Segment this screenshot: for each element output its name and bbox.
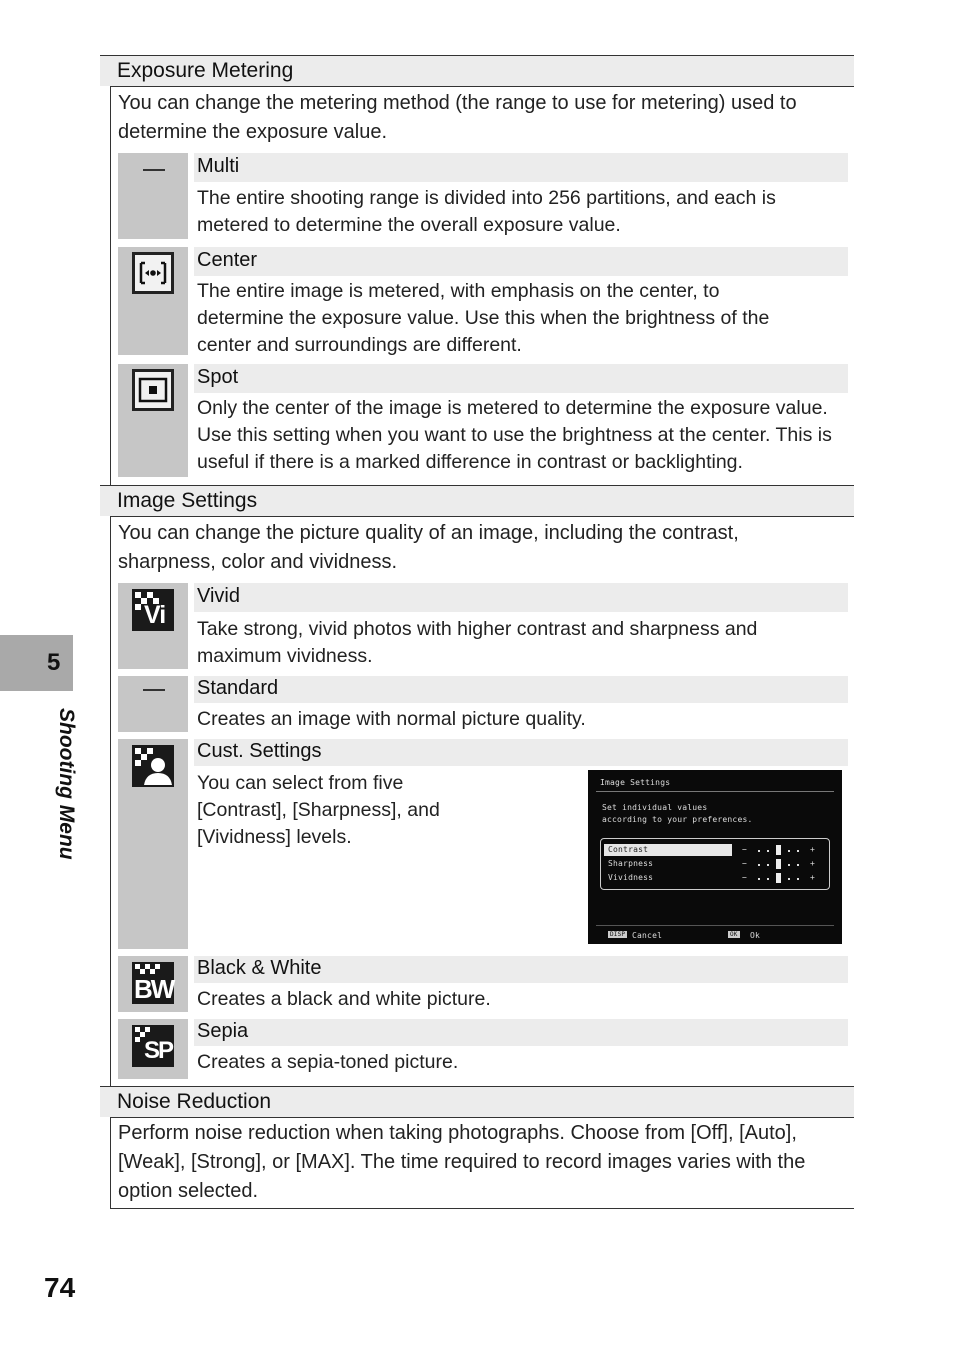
section-title: Noise Reduction xyxy=(117,1090,272,1113)
section-intro: Perform noise reduction when taking photographs. Choose from [Off], [Auto], [Weak], [Strong], or [MAX]. The time required to record images varies with the option selected. xyxy=(118,1122,806,1202)
option-icon-cell xyxy=(118,676,188,732)
vivid-icon xyxy=(132,589,174,631)
section-body xyxy=(110,516,854,1087)
option-title: Black & White xyxy=(197,957,322,979)
option-center xyxy=(118,247,848,355)
option-title-bar xyxy=(194,583,848,612)
camera-cancel-key: DISP xyxy=(610,931,626,938)
option-icon-cell xyxy=(118,583,188,669)
noise-reduction-section xyxy=(100,1086,854,1208)
option-vivid xyxy=(118,583,848,669)
option-title: Sepia xyxy=(197,1020,249,1042)
option-sepia xyxy=(118,1019,848,1079)
option-description: Creates a black and white picture. xyxy=(197,988,491,1010)
black-white-icon-label: BW xyxy=(134,974,174,1004)
camera-row-sharpness: Sharpness xyxy=(608,859,654,868)
option-title-bar xyxy=(194,364,848,393)
camera-slider-contrast: − + xyxy=(742,845,816,854)
section-title: Exposure Metering xyxy=(117,59,294,82)
sepia-icon xyxy=(132,1025,174,1067)
camera-ok-label: Ok xyxy=(750,931,761,940)
option-title: Center xyxy=(197,249,258,271)
section-body xyxy=(110,1117,854,1209)
camera-ok-key: OK xyxy=(730,931,738,938)
section-title: Image Settings xyxy=(117,489,258,512)
option-description: Creates an image with normal picture quality. xyxy=(197,708,586,730)
chapter-number: 5 xyxy=(47,649,61,676)
option-multi xyxy=(118,153,848,239)
option-title-bar xyxy=(194,1019,848,1046)
option-title: Standard xyxy=(197,677,279,699)
dash-icon xyxy=(143,169,165,171)
sepia-icon-label: SP xyxy=(144,1037,173,1064)
option-icon-cell xyxy=(118,153,188,239)
option-description: The entire image is metered, with emphasis on the center, to determine the exposure value. Use this when the brightness of the center and surroundings are different. xyxy=(197,280,770,356)
option-icon-cell xyxy=(118,956,188,1012)
black-white-icon xyxy=(132,962,174,1004)
option-black-white xyxy=(118,956,848,1012)
option-title-bar xyxy=(194,956,848,983)
option-icon-cell xyxy=(118,1019,188,1079)
camera-screen-image xyxy=(588,770,842,944)
page-number: 74 xyxy=(44,1272,76,1303)
exposure-metering-section xyxy=(100,55,854,485)
option-cust-settings xyxy=(118,739,848,949)
spot-metering-icon xyxy=(132,369,174,411)
section-header xyxy=(100,1086,854,1117)
option-title: Vivid xyxy=(197,585,240,607)
section-header xyxy=(100,485,854,516)
camera-slider-sharpness: − + xyxy=(742,859,816,868)
camera-screen-line2: according to your preferences. xyxy=(602,815,753,824)
camera-screen-title: Image Settings xyxy=(600,778,671,787)
option-icon-cell xyxy=(118,739,188,949)
camera-row-vividness: Vividness xyxy=(608,873,654,882)
option-description: Only the center of the image is metered to determine the exposure value. Use this setting when you want to use the brightness at the center. This is useful if there is a marked difference in contrast or backlighting. xyxy=(197,397,832,473)
camera-row-contrast: Contrast xyxy=(608,845,649,854)
option-description: Take strong, vivid photos with higher contrast and sharpness and maximum vividness. xyxy=(197,618,758,667)
option-icon-cell xyxy=(118,247,188,355)
option-title-bar xyxy=(194,739,848,766)
option-description: You can select from five [Contrast], [Sharpness], and [Vividness] levels. xyxy=(197,772,440,848)
option-description: The entire shooting range is divided into 256 partitions, and each is metered to determine the overall exposure value. xyxy=(197,187,776,236)
image-settings-section xyxy=(100,485,854,1086)
chapter-tab xyxy=(0,635,73,691)
custom-settings-icon xyxy=(132,745,174,787)
center-metering-icon xyxy=(132,252,174,294)
option-title-bar xyxy=(194,247,848,276)
option-title: Cust. Settings xyxy=(197,740,322,762)
option-title: Spot xyxy=(197,366,239,388)
chapter-title: Shooting Menu xyxy=(55,708,78,860)
option-standard xyxy=(118,676,848,732)
option-spot xyxy=(118,364,848,477)
section-body xyxy=(110,86,854,486)
option-title-bar xyxy=(194,676,848,703)
option-title: Multi xyxy=(197,155,240,177)
dash-icon xyxy=(143,689,165,691)
vivid-icon-label: Vi xyxy=(144,601,166,629)
section-header xyxy=(100,55,854,86)
camera-screen-line1: Set individual values xyxy=(602,803,708,812)
section-intro: You can change the metering method (the range to use for metering) used to determine the exposure value. xyxy=(118,92,797,143)
option-icon-cell xyxy=(118,364,188,477)
camera-slider-vividness: − + xyxy=(742,873,816,882)
option-description: Creates a sepia-toned picture. xyxy=(197,1051,459,1073)
section-intro: You can change the picture quality of an image, including the contrast, sharpness, color and vividness. xyxy=(118,522,739,573)
option-title-bar xyxy=(194,153,848,182)
camera-cancel-label: Cancel xyxy=(632,931,663,940)
